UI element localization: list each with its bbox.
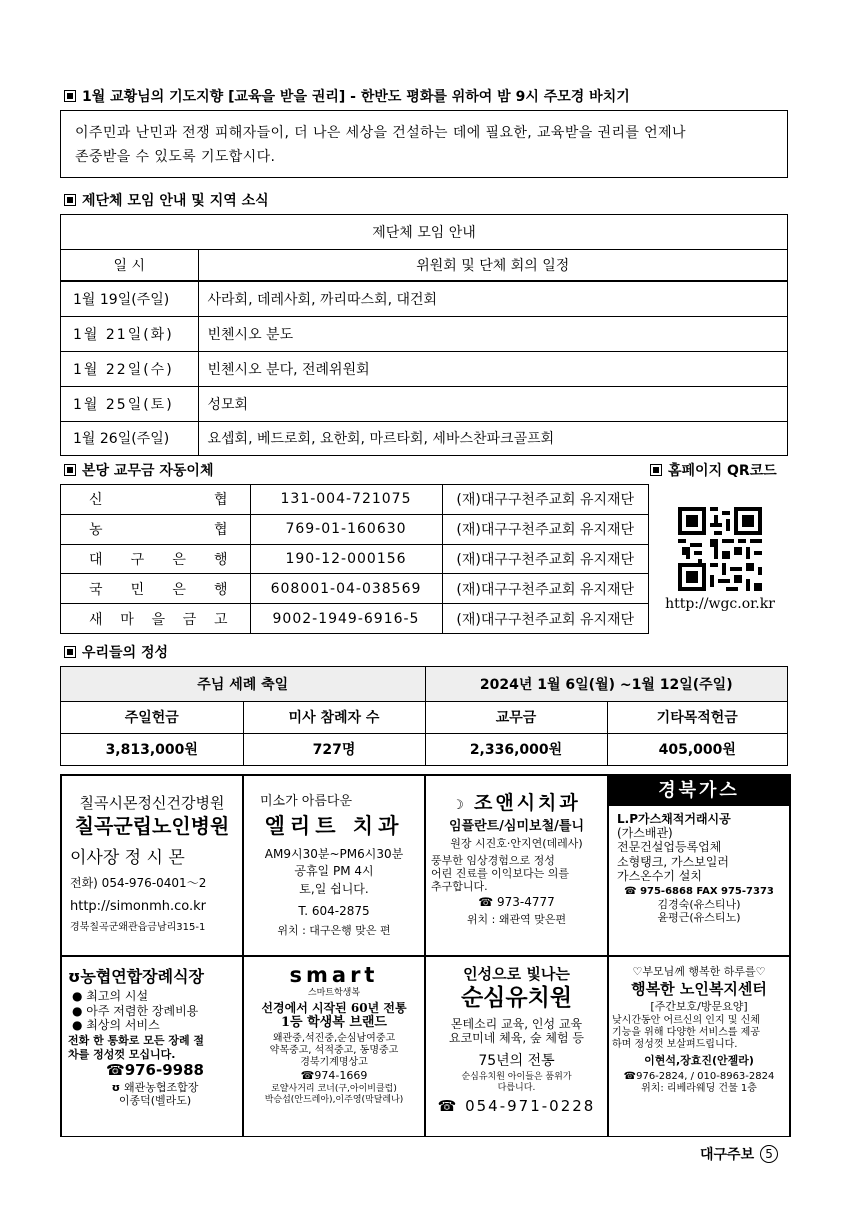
groups-table-title: 제단체 모임 안내 xyxy=(61,215,787,249)
ad-joan-dental xyxy=(425,775,608,956)
ad-line: 칠곡시몬정신건강병원 xyxy=(79,794,225,812)
account-holder: (재)대구구천주교회 유지재단 xyxy=(442,514,648,544)
col-header-date: 일 시 xyxy=(61,249,198,281)
account-number: 608001-04-038569 xyxy=(250,574,442,604)
ad-line: 요코미네 체육, 숲 체험 등 xyxy=(449,1030,584,1045)
page-number: 5 xyxy=(760,1145,778,1163)
autopay-table-box xyxy=(60,484,649,634)
ad-headline-text: 조앤시치과 xyxy=(474,792,581,814)
offering-value: 727명 xyxy=(243,733,425,765)
ad-gyeongbuk-gas xyxy=(608,775,790,956)
ad-headline: 엘리트 치과 xyxy=(264,813,404,838)
ad-line: 인성으로 빛나는 xyxy=(463,965,570,983)
phone-icon: ☎ xyxy=(300,1068,315,1082)
qr-code-icon[interactable] xyxy=(678,507,762,591)
ad-line: 전화 한 통화로 모든 장례 절 xyxy=(68,1034,205,1048)
ad-line: 왜관중,석진중,순심남여중고 xyxy=(272,1032,396,1044)
ad-signer-title: 왜관농협조합장 xyxy=(123,1080,199,1094)
ad-line: 다릅니다. xyxy=(497,1082,536,1093)
ad-smart-uniform xyxy=(243,956,425,1137)
offering-col-header: 미사 참례자 수 xyxy=(243,701,425,733)
prayer-line: 이주민과 난민과 전쟁 피해자들이, 더 나은 세상을 건설하는 데에 필요한, 교육받을 권리를 언제나 xyxy=(75,125,686,141)
ad-funeral-hall xyxy=(61,956,243,1137)
nh-logo-icon: ʊ xyxy=(111,1080,124,1094)
schedule-date: 1월 22일(수) xyxy=(61,351,198,386)
offering-col-header: 주일헌금 xyxy=(61,701,243,733)
prayer-title: 1월 교황님의 기도지향 [교육을 받을 권리] - 한반도 평화를 위하여 밤 9시 주모경 바치기 xyxy=(82,89,630,105)
ad-line: 미소가 아름다운 xyxy=(260,794,353,809)
ad-line: 경북기계명상고 xyxy=(300,1056,368,1068)
schedule-content: 사라회, 데레사회, 까리따스회, 대건회 xyxy=(198,281,787,317)
prayer-line: 존중받을 수 있도록 기도합시다. xyxy=(75,149,276,165)
ad-headline: 행복한 노인복지센터 xyxy=(631,980,767,999)
schedule-date: 1월 21일(화) xyxy=(61,317,198,352)
offering-occasion: 주님 세례 축일 xyxy=(61,667,425,701)
ad-headline xyxy=(426,792,607,815)
offering-col-header: 교무금 xyxy=(425,701,607,733)
offering-period: 2024년 1월 6일(월) ~1월 12일(주일) xyxy=(425,667,787,701)
schedule-content: 빈첸시오 분도 xyxy=(198,317,787,352)
ad-chilgok-hospital xyxy=(61,775,243,956)
col-header-schedule: 위원회 및 단체 회의 일정 xyxy=(198,249,787,281)
schedule-date: 1월 19일(주일) xyxy=(61,281,198,317)
ad-phone-number: 973-4777 xyxy=(496,895,555,910)
square-bullet-icon xyxy=(64,90,76,102)
ad-phone-number: 054-971-0228 xyxy=(465,1096,596,1115)
ad-location: 위치 : 왜관역 맞은편 xyxy=(466,912,567,926)
ad-location: 위치 : 대구은행 맞은 편 xyxy=(277,924,391,938)
phone-icon: ☎ xyxy=(478,895,497,910)
footer-label: 대구주보 xyxy=(700,1147,755,1163)
offering-table-box xyxy=(60,666,788,766)
ad-line: 순심유치원 아이들은 품위가 xyxy=(461,1072,572,1083)
section-title-offering xyxy=(64,642,168,662)
ad-phone-number: 976-9988 xyxy=(124,1060,204,1079)
square-bullet-icon xyxy=(64,194,76,206)
section-title-autopay xyxy=(64,460,213,480)
homepage-url[interactable]: http://wgc.or.kr xyxy=(665,596,775,612)
ad-line: 1등 학생복 브랜드 xyxy=(280,1015,387,1031)
ad-line: [주간보호/방문요양] xyxy=(650,1000,748,1014)
ad-phone xyxy=(609,886,789,898)
phone-icon: ☎ xyxy=(437,1096,466,1115)
ad-line: 스마트학생복 xyxy=(307,988,361,999)
offering-table xyxy=(61,667,787,765)
ad-headline: 칠곡군립노인병원 xyxy=(74,814,230,838)
account-holder: (재)대구구천주교회 유지재단 xyxy=(442,604,648,633)
bank-name: 새 마 을 금 고 xyxy=(89,611,228,628)
ad-bullet: ● 아주 저렴한 장례비용 xyxy=(68,1004,242,1018)
schedule-content: 성모회 xyxy=(198,386,787,421)
account-holder: (재)대구구천주교회 유지재단 xyxy=(442,574,648,604)
ad-bullet: ● 최상의 서비스 xyxy=(68,1018,242,1032)
ad-line: 소형탱크, 가스보일러 xyxy=(617,854,729,869)
ad-line: 기능을 위해 다양한 서비스를 제공 xyxy=(612,1027,760,1039)
ad-line: 추구합니다. xyxy=(431,879,488,893)
account-number: 769-01-160630 xyxy=(250,514,442,544)
bank-name: 농 협 xyxy=(89,522,228,539)
section-title-qr xyxy=(650,460,777,480)
bank-name: 국 민 은 행 xyxy=(89,581,228,598)
ad-phone-number: 976-2824, / 010-8963-2824 xyxy=(636,1070,775,1082)
groups-title: 제단체 모임 안내 및 지역 소식 xyxy=(82,193,269,209)
square-bullet-icon xyxy=(64,464,76,476)
ad-sunsim-kindergarten xyxy=(425,956,608,1137)
offering-value: 2,336,000원 xyxy=(425,733,607,765)
schedule-date: 1월 25일(토) xyxy=(61,386,198,421)
ad-senior-welfare-center xyxy=(608,956,790,1137)
ad-elite-dental xyxy=(243,775,425,956)
ad-line: 약목중고, 석적중고, 동명중고 xyxy=(269,1044,399,1056)
ad-line: 원장 시진호·안지연(데레사) xyxy=(450,837,583,851)
schedule-date: 1월 26일(주일) xyxy=(61,421,198,455)
ad-line: 가스온수기 설치 xyxy=(617,869,702,884)
ad-line: 이사장 정 시 몬 xyxy=(70,848,185,868)
groups-table xyxy=(61,215,787,455)
prayer-box xyxy=(60,110,788,178)
ad-phone-number: 974-1669 xyxy=(314,1068,368,1082)
ad-line: ♡부모님께 행복한 하루를♡ xyxy=(632,965,766,978)
schedule-content: 빈첸시오 분다, 전례위원회 xyxy=(198,351,787,386)
ad-line: 하며 정성껏 보살펴드립니다. xyxy=(612,1039,738,1051)
qr-title: 홈페이지 QR코드 xyxy=(668,463,777,479)
offering-value: 3,813,000원 xyxy=(61,733,243,765)
ad-line: 임플란트/심미보철/틀니 xyxy=(448,818,585,834)
phone-icon: ☎ xyxy=(623,1070,637,1082)
ad-line: 공휴일 PM 4시 xyxy=(294,864,374,879)
account-holder: (재)대구구천주교회 유지재단 xyxy=(442,485,648,514)
ad-line: 어린 진료를 이익보다는 의를 xyxy=(431,866,570,880)
ad-phone xyxy=(68,1061,242,1079)
ad-phone xyxy=(426,895,607,909)
nh-logo-icon: ʊ xyxy=(68,967,81,986)
offering-value: 405,000원 xyxy=(607,733,787,765)
section-title-groups xyxy=(64,190,269,210)
square-bullet-icon xyxy=(650,464,662,476)
ad-line: 로얄사거리 코너(구,아이비클럽) xyxy=(271,1084,397,1095)
ad-line: 낮시간동안 어르신의 인지 및 신체 xyxy=(612,1015,760,1027)
ad-line: 김경숙(유스티나) xyxy=(657,897,741,911)
ad-phone: T. 604-2875 xyxy=(298,903,370,918)
ad-line: 토,일 쉽니다. xyxy=(299,881,369,896)
account-holder: (재)대구구천주교회 유지재단 xyxy=(442,544,648,574)
autopay-title: 본당 교무금 자동이체 xyxy=(82,463,214,479)
offering-title: 우리들의 정성 xyxy=(82,645,169,661)
account-number: 190-12-000156 xyxy=(250,544,442,574)
account-number: 9002-1949-6916-5 xyxy=(250,604,442,633)
ad-line: 윤평근(유스티노) xyxy=(657,910,741,924)
ad-line: 75년의 전통 xyxy=(478,1053,555,1070)
ad-headline: 순심유치원 xyxy=(460,985,573,1011)
ad-line: 풍부한 임상경험으로 정성 xyxy=(431,853,555,867)
ad-line: 차를 정성껏 모십니다. xyxy=(68,1047,176,1061)
ad-line: 이종덕(벨라도) xyxy=(118,1093,192,1107)
ad-headline xyxy=(68,967,242,986)
account-number: 131-004-721075 xyxy=(250,485,442,514)
ad-line: 이현석,장효진(안젤라) xyxy=(644,1054,754,1068)
page-footer xyxy=(700,1144,778,1164)
ad-line xyxy=(68,1081,242,1094)
ad-headline: 경북가스 xyxy=(609,776,789,806)
bank-name: 대 구 은 행 xyxy=(89,551,228,568)
ad-line: (가스배관) xyxy=(617,825,673,840)
brand-logo: smart xyxy=(289,963,379,987)
ad-phone xyxy=(609,1071,789,1083)
ad-line: AM9시30분~PM6시30분 xyxy=(264,846,404,861)
groups-table-box xyxy=(60,214,788,456)
ad-phone: 전화) 054-976-0401～2 xyxy=(70,876,207,891)
square-bullet-icon xyxy=(64,646,76,658)
phone-icon: ☎ xyxy=(624,885,641,897)
phone-icon: ☎ xyxy=(106,1060,125,1079)
ad-line: L.P가스채적거래시공 xyxy=(617,811,731,826)
offering-col-header: 기타목적헌금 xyxy=(607,701,787,733)
ad-headline-text: 농협연합장례식장 xyxy=(80,967,205,986)
ad-phone xyxy=(426,1097,607,1115)
ad-line: 몬테소리 교육, 인성 교육 xyxy=(450,1016,583,1031)
autopay-table xyxy=(61,485,648,633)
bank-name: 신 협 xyxy=(89,492,228,509)
tooth-icon: ☽ xyxy=(452,798,474,813)
ad-bullet: ● 최고의 시설 xyxy=(68,989,242,1003)
schedule-content: 요셉회, 베드로회, 요한회, 마르타회, 세바스찬파크골프회 xyxy=(198,421,787,455)
ad-line: 전문건설업등록업체 xyxy=(617,840,722,855)
ad-phone xyxy=(244,1069,424,1082)
ad-line: 선경에서 시작된 60년 전통 xyxy=(261,1000,407,1015)
ad-phone-number: 975-6868 FAX 975-7373 xyxy=(640,885,774,897)
section-title-prayer xyxy=(64,86,630,106)
ad-line: 박승섭(안드레아),이주영(막달레나) xyxy=(264,1094,404,1105)
ad-location: 위치: 리베라웨딩 건물 1층 xyxy=(641,1082,757,1094)
ad-address: 경북칠곡군왜관읍금남리315-1 xyxy=(70,922,206,934)
ad-url: http://simonmh.co.kr xyxy=(70,898,206,914)
